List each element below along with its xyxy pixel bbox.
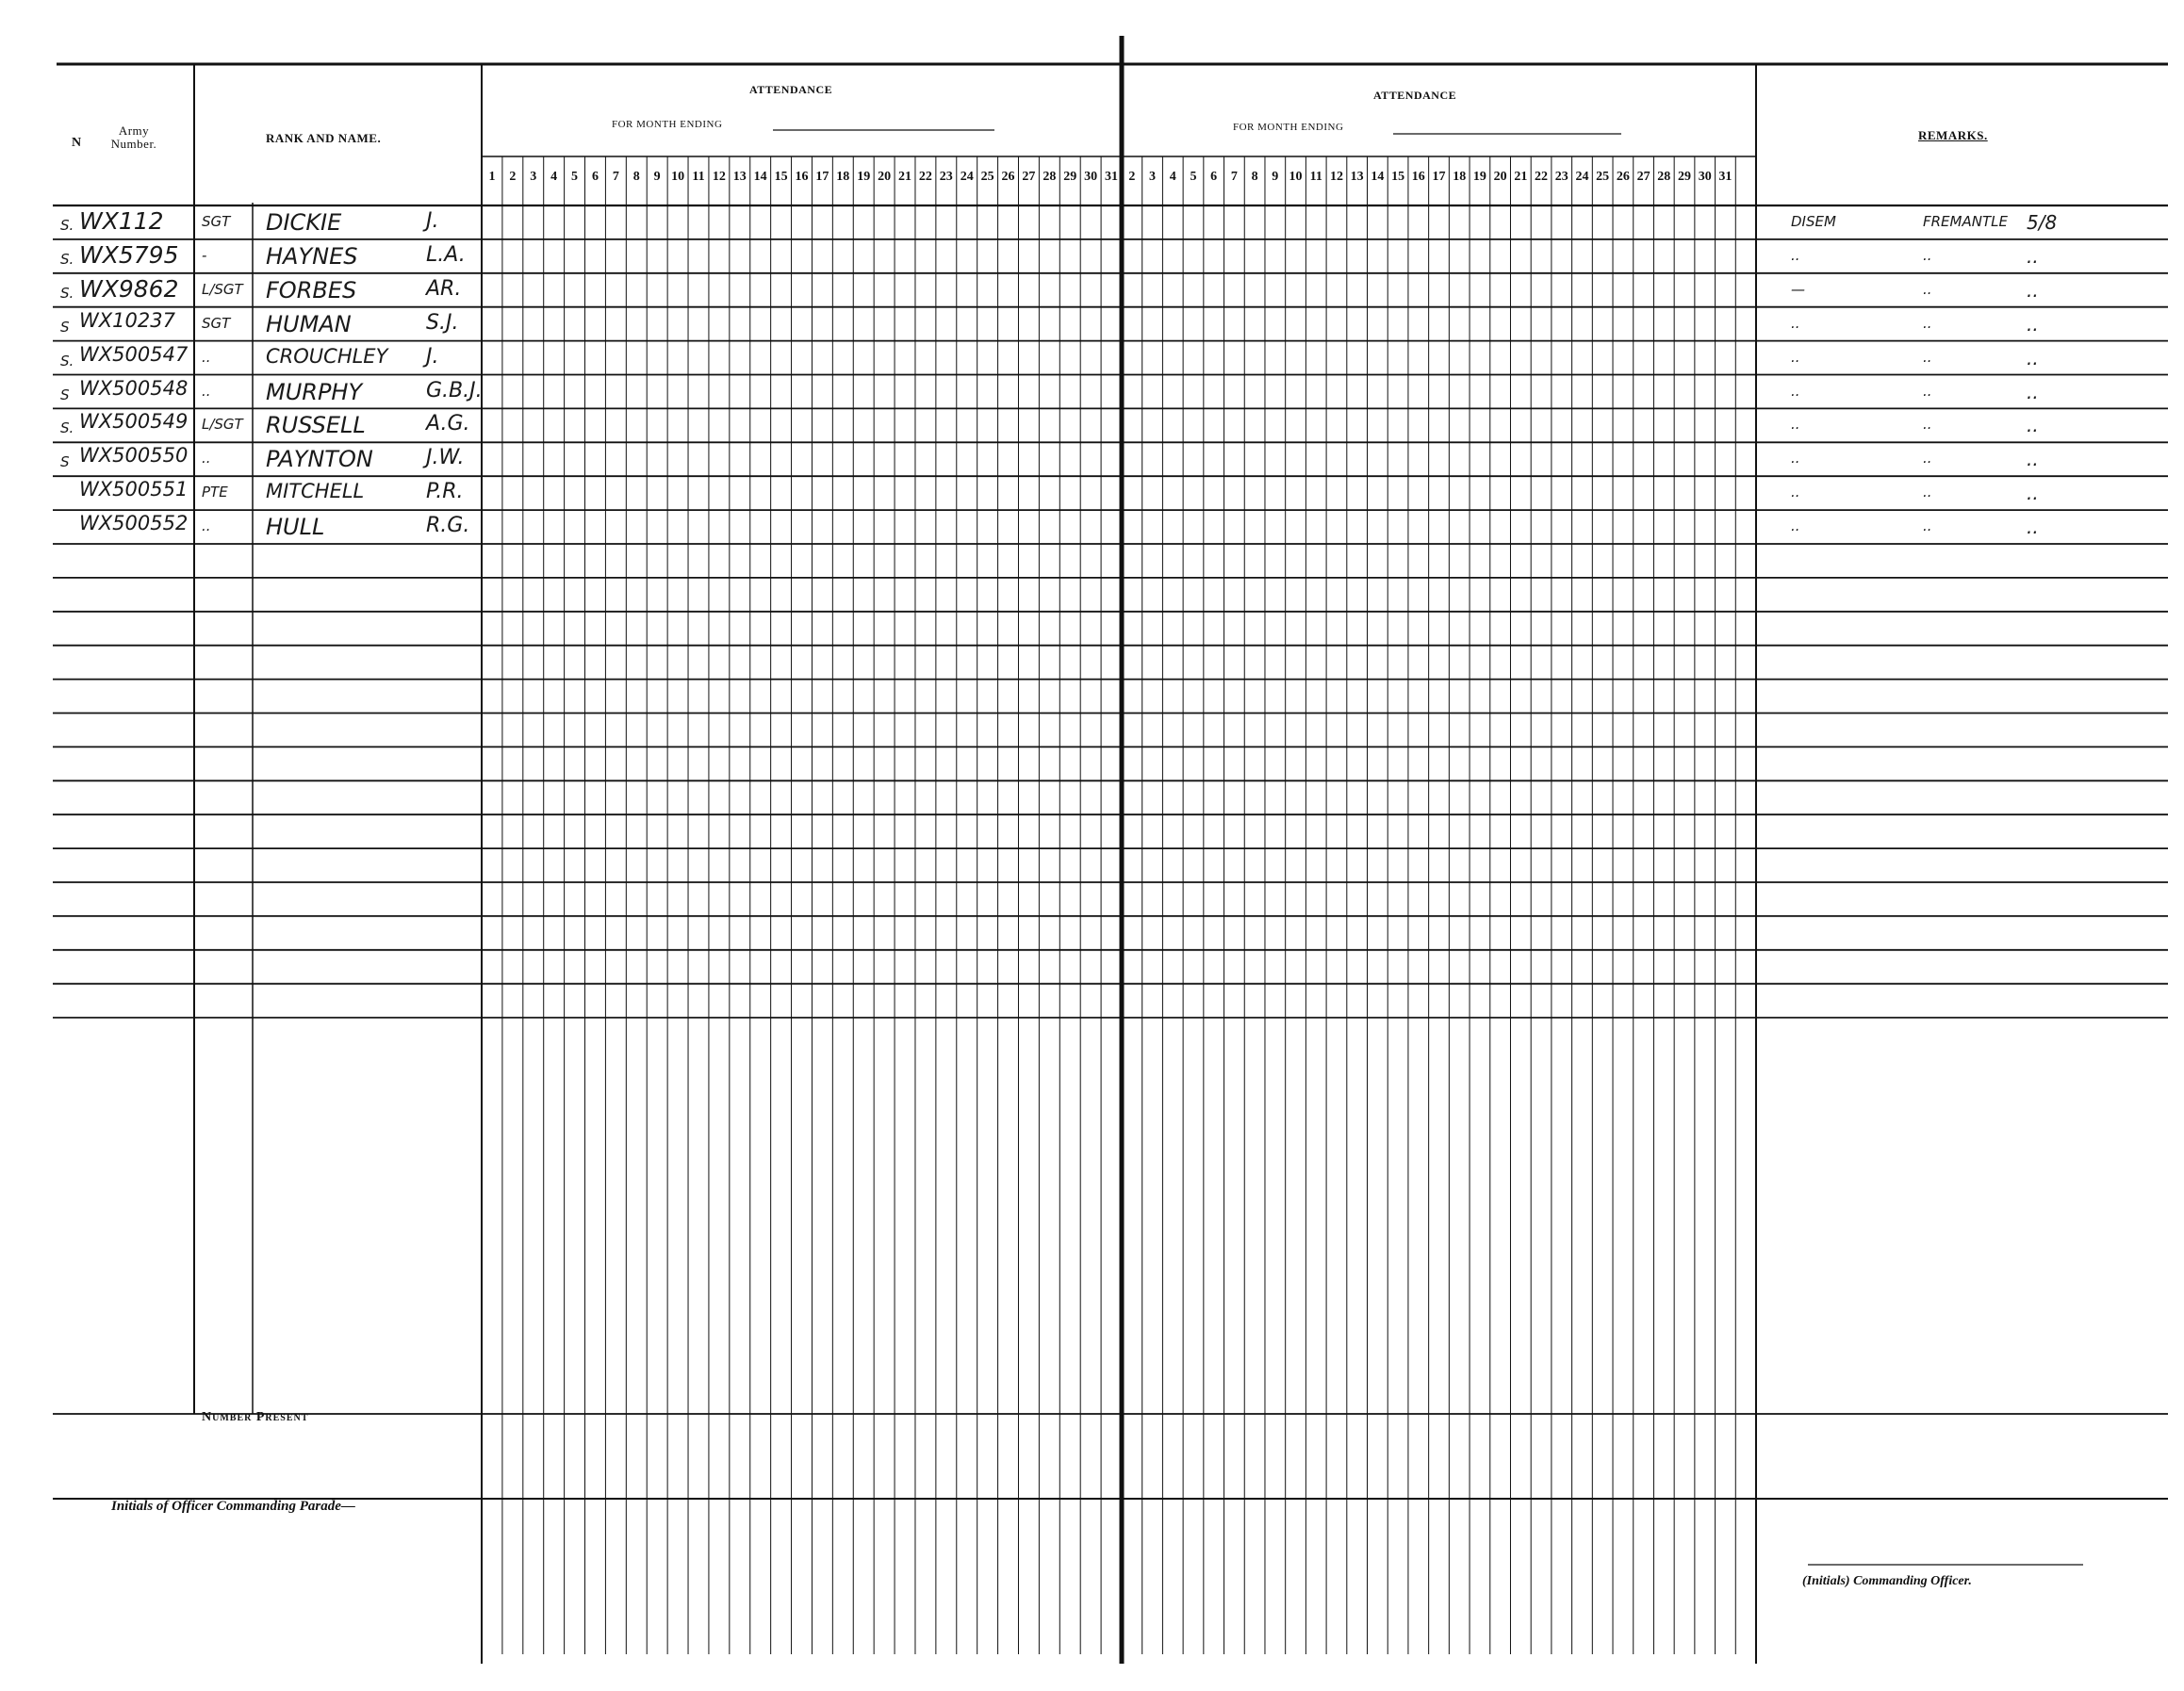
remarks-cell-1: .. [1791, 314, 1800, 332]
day-number-left: 23 [939, 170, 953, 184]
rank-cell: .. [202, 450, 211, 468]
day-number-right: 26 [1616, 170, 1630, 184]
number-present-label: Number Present [202, 1410, 309, 1424]
army-number-cell: WX10237 [79, 308, 175, 332]
initials-cell: G.B.J. [426, 378, 483, 402]
remarks-cell-1: .. [1791, 416, 1800, 434]
surname-cell: PAYNTON [266, 446, 373, 473]
surname-cell: HULL [266, 514, 325, 541]
remarks-cell-3: .. [2027, 312, 2039, 336]
day-number-left: 3 [530, 170, 537, 184]
rank-cell: .. [202, 382, 211, 400]
col-rank-name-label: RANK AND NAME. [266, 131, 382, 145]
remarks-cell-2: .. [1923, 280, 1932, 298]
col-n-label: N [72, 136, 82, 150]
day-number-left: 21 [898, 170, 911, 184]
day-number-left: 10 [671, 170, 685, 184]
surname-cell: RUSSELL [266, 412, 366, 439]
day-number-left: 6 [591, 170, 599, 184]
day-number-left: 25 [980, 170, 994, 184]
day-number-right: 9 [1272, 170, 1279, 184]
day-number-right: 4 [1169, 170, 1176, 184]
rank-cell: L/SGT [202, 280, 243, 298]
remarks-cell-3: .. [2027, 380, 2039, 403]
row-prefix: S [60, 318, 70, 336]
day-number-left: 29 [1063, 170, 1077, 184]
col-remarks-label: REMARKS. [1918, 128, 1988, 142]
right-attendance-title: ATTENDANCE [1373, 89, 1457, 102]
day-number-right: 12 [1329, 170, 1343, 184]
day-number-left: 5 [571, 170, 579, 184]
army-number-cell: WX500552 [79, 512, 189, 535]
row-prefix: S. [60, 250, 74, 268]
day-number-left: 20 [878, 170, 892, 184]
day-number-left: 1 [488, 170, 496, 184]
day-number-left: 31 [1105, 170, 1119, 184]
day-number-left: 11 [692, 170, 705, 184]
surname-cell: FORBES [266, 276, 357, 304]
initials-cell: AR. [426, 276, 462, 301]
army-number-cell: WX9862 [79, 274, 179, 303]
remarks-cell-1: .. [1791, 484, 1800, 501]
army-number-cell: WX500550 [79, 444, 189, 468]
day-number-right: 30 [1698, 170, 1712, 184]
initials-cell: J. [426, 209, 439, 233]
remarks-cell-3: .. [2027, 414, 2039, 437]
remarks-cell-2: .. [1923, 484, 1932, 501]
day-number-left: 27 [1022, 170, 1036, 184]
rank-cell: L/SGT [202, 416, 243, 434]
rank-cell: PTE [202, 484, 228, 501]
day-number-right: 8 [1251, 170, 1258, 184]
remarks-cell-3: .. [2027, 482, 2039, 505]
remarks-cell-2: FREMANTLE [1923, 213, 2008, 230]
remarks-cell-2: .. [1923, 314, 1932, 332]
left-month-ending-label: FOR MONTH ENDING [612, 119, 723, 130]
remarks-cell-3: .. [2027, 278, 2039, 302]
remarks-cell-1: DISEM [1791, 213, 1836, 230]
initials-cell: A.G. [426, 412, 470, 436]
day-number-right: 7 [1230, 170, 1238, 184]
remarks-cell-2: .. [1923, 517, 1932, 535]
day-number-left: 28 [1043, 170, 1057, 184]
day-number-left: 17 [815, 170, 829, 184]
surname-cell: DICKIE [266, 209, 342, 236]
remarks-cell-1: .. [1791, 246, 1800, 264]
row-prefix: S. [60, 217, 74, 234]
day-number-right: 17 [1432, 170, 1446, 184]
initials-cell: S.J. [426, 310, 459, 335]
day-number-left: 15 [774, 170, 788, 184]
day-number-left: 22 [918, 170, 932, 184]
surname-cell: MITCHELL [266, 480, 365, 503]
rank-cell: .. [202, 517, 211, 535]
army-number-cell: WX5795 [79, 240, 179, 269]
remarks-cell-1: .. [1791, 450, 1800, 468]
surname-cell: HAYNES [266, 242, 358, 270]
day-number-left: 4 [550, 170, 558, 184]
day-number-left: 2 [509, 170, 517, 184]
remarks-cell-2: .. [1923, 450, 1932, 468]
day-number-right: 13 [1350, 170, 1364, 184]
day-number-right: 10 [1289, 170, 1303, 184]
rank-cell: .. [202, 348, 211, 366]
row-prefix: S [60, 386, 70, 403]
remarks-cell-1: .. [1791, 517, 1800, 535]
day-number-right: 2 [1128, 170, 1136, 184]
day-number-right: 25 [1596, 170, 1610, 184]
day-number-left: 19 [857, 170, 871, 184]
day-number-right: 28 [1657, 170, 1671, 184]
remarks-cell-2: .. [1923, 348, 1932, 366]
surname-cell: HUMAN [266, 310, 352, 337]
day-number-left: 24 [960, 170, 974, 184]
day-number-right: 23 [1554, 170, 1568, 184]
day-number-right: 19 [1472, 170, 1486, 184]
day-number-left: 16 [795, 170, 809, 184]
right-month-ending-label: FOR MONTH ENDING [1233, 122, 1344, 133]
day-number-right: 24 [1575, 170, 1589, 184]
day-number-right: 11 [1309, 170, 1322, 184]
initials-cell: P.R. [426, 480, 464, 504]
day-number-right: 3 [1149, 170, 1157, 184]
remarks-cell-3: .. [2027, 244, 2039, 268]
army-number-cell: WX500547 [79, 342, 189, 366]
army-number-cell: WX500549 [79, 410, 189, 434]
initials-cell: L.A. [426, 242, 466, 267]
row-prefix: S [60, 453, 70, 471]
left-attendance-title: ATTENDANCE [749, 83, 833, 96]
rank-cell: SGT [202, 314, 231, 332]
day-number-left: 9 [653, 170, 661, 184]
day-number-right: 29 [1678, 170, 1691, 184]
row-prefix: S. [60, 419, 74, 437]
surname-cell: MURPHY [266, 378, 363, 405]
remarks-cell-3: .. [2027, 516, 2039, 539]
rank-cell: SGT [202, 213, 231, 230]
day-number-right: 16 [1411, 170, 1425, 184]
day-number-right: 15 [1391, 170, 1405, 184]
row-prefix: S. [60, 352, 74, 369]
remarks-cell-2: .. [1923, 382, 1932, 400]
rank-cell: - [202, 246, 207, 264]
day-number-left: 18 [836, 170, 850, 184]
day-number-right: 31 [1718, 170, 1732, 184]
day-number-left: 12 [712, 170, 726, 184]
army-number-cell: WX112 [79, 207, 164, 235]
surname-cell: CROUCHLEY [266, 344, 388, 368]
day-number-right: 6 [1210, 170, 1218, 184]
initials-cell: J. [426, 344, 439, 369]
day-number-left: 26 [1001, 170, 1015, 184]
day-number-right: 5 [1190, 170, 1197, 184]
remarks-cell-1: — [1791, 280, 1805, 298]
initials-cell: J.W. [426, 446, 465, 470]
day-number-left: 8 [632, 170, 640, 184]
initials-cell: R.G. [426, 514, 470, 538]
day-number-left: 7 [612, 170, 619, 184]
day-number-right: 18 [1453, 170, 1467, 184]
day-number-left: 13 [732, 170, 747, 184]
day-number-right: 22 [1535, 170, 1549, 184]
remarks-cell-2: .. [1923, 246, 1932, 264]
remarks-cell-3: 5/8 [2027, 211, 2058, 234]
remarks-cell-1: .. [1791, 382, 1800, 400]
remarks-cell-1: .. [1791, 348, 1800, 366]
row-prefix: S. [60, 284, 74, 302]
day-number-right: 14 [1371, 170, 1385, 184]
initials-commanding-officer-label: (Initials) Commanding Officer. [1802, 1574, 1972, 1588]
initials-parade-label: Initials of Officer Commanding Parade— [111, 1499, 355, 1514]
day-number-left: 30 [1084, 170, 1098, 184]
remarks-cell-3: .. [2027, 346, 2039, 369]
day-number-left: 14 [753, 170, 767, 184]
remarks-cell-3: .. [2027, 448, 2039, 471]
army-number-cell: WX500551 [79, 478, 189, 501]
day-number-right: 21 [1514, 170, 1528, 184]
day-number-right: 20 [1493, 170, 1507, 184]
day-number-right: 27 [1636, 170, 1650, 184]
col-army-number-label: Army Number. [110, 123, 157, 151]
remarks-cell-2: .. [1923, 416, 1932, 434]
army-number-cell: WX500548 [79, 376, 189, 400]
